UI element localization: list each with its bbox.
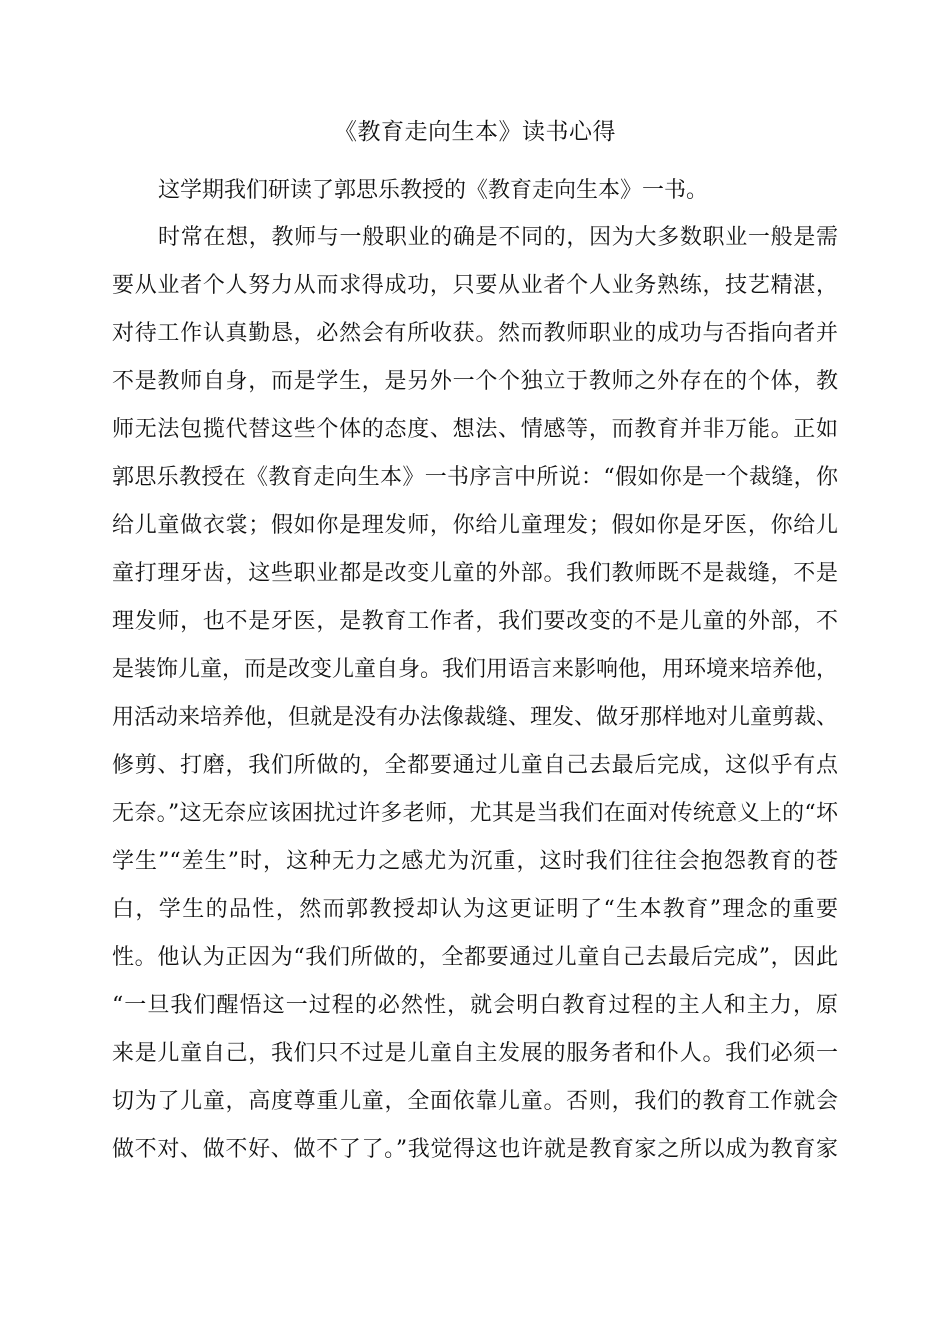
- paragraph-body-line: “一旦我们醒悟这一过程的必然性，就会明白教育过程的主人和主力，原: [112, 993, 838, 1018]
- paragraph-body-line: 是装饰儿童，而是改变儿童自身。我们用语言来影响他，用环境来培养他，: [112, 657, 839, 682]
- document-title: 《教育走向生本》读书心得: [334, 119, 616, 145]
- paragraph-body-line: 对待工作认真勤恳，必然会有所收获。然而教师职业的成功与否指向者并: [112, 321, 838, 346]
- paragraph-body-line: 白，学生的品性，然而郭教授却认为这更证明了“生本教育”理念的重要: [112, 897, 838, 922]
- paragraph-body-line: 童打理牙齿，这些职业都是改变儿童的外部。我们教师既不是裁缝，不是: [112, 561, 838, 586]
- paragraph-body-line: 师无法包揽代替这些个体的态度、想法、情感等，而教育并非万能。正如: [112, 417, 838, 442]
- paragraph-body-line: 不是教师自身，而是学生，是另外一个个独立于教师之外存在的个体，教: [112, 369, 838, 394]
- paragraph-body-line: 性。他认为正因为“我们所做的，全都要通过儿童自己去最后完成”，因此: [112, 945, 838, 970]
- paragraph-body-line: 做不对、做不好、做不了了。”我觉得这也许就是教育家之所以成为教育家: [112, 1137, 838, 1162]
- paragraph-body-line: 给儿童做衣裳；假如你是理发师，你给儿童理发；假如你是牙医，你给儿: [112, 513, 838, 538]
- paragraph-body-line: 无奈。”这无奈应该困扰过许多老师，尤其是当我们在面对传统意义上的“坏: [112, 801, 838, 826]
- paragraph-body-line: 用活动来培养他，但就是没有办法像裁缝、理发、做牙那样地对儿童剪裁、: [112, 705, 839, 730]
- paragraph-body-line: 理发师，也不是牙医，是教育工作者，我们要改变的不是儿童的外部，不: [112, 609, 838, 634]
- paragraph-body-line: 切为了儿童，高度尊重儿童，全面依靠儿童。否则，我们的教育工作就会: [112, 1089, 838, 1114]
- paragraph-body-line: 学生”“差生”时，这种无力之感尤为沉重，这时我们往往会抱怨教育的苍: [112, 849, 838, 874]
- paragraph-intro-line: 这学期我们研读了郭思乐教授的《教育走向生本》一书。: [158, 178, 709, 203]
- paragraph-body-line: 来是儿童自己，我们只不过是儿童自主发展的服务者和仆人。我们必须一: [112, 1041, 838, 1066]
- paragraph-body-line: 时常在想，教师与一般职业的确是不同的，因为大多数职业一般是需: [158, 225, 838, 250]
- paragraph-body-line: 要从业者个人努力从而求得成功，只要从业者个人业务熟练，技艺精湛，: [112, 273, 838, 298]
- paragraph-body-line: 郭思乐教授在《教育走向生本》一书序言中所说：“假如你是一个裁缝，你: [112, 465, 838, 490]
- paragraph-body-line: 修剪、打磨，我们所做的，全都要通过儿童自己去最后完成，这似乎有点: [112, 753, 838, 778]
